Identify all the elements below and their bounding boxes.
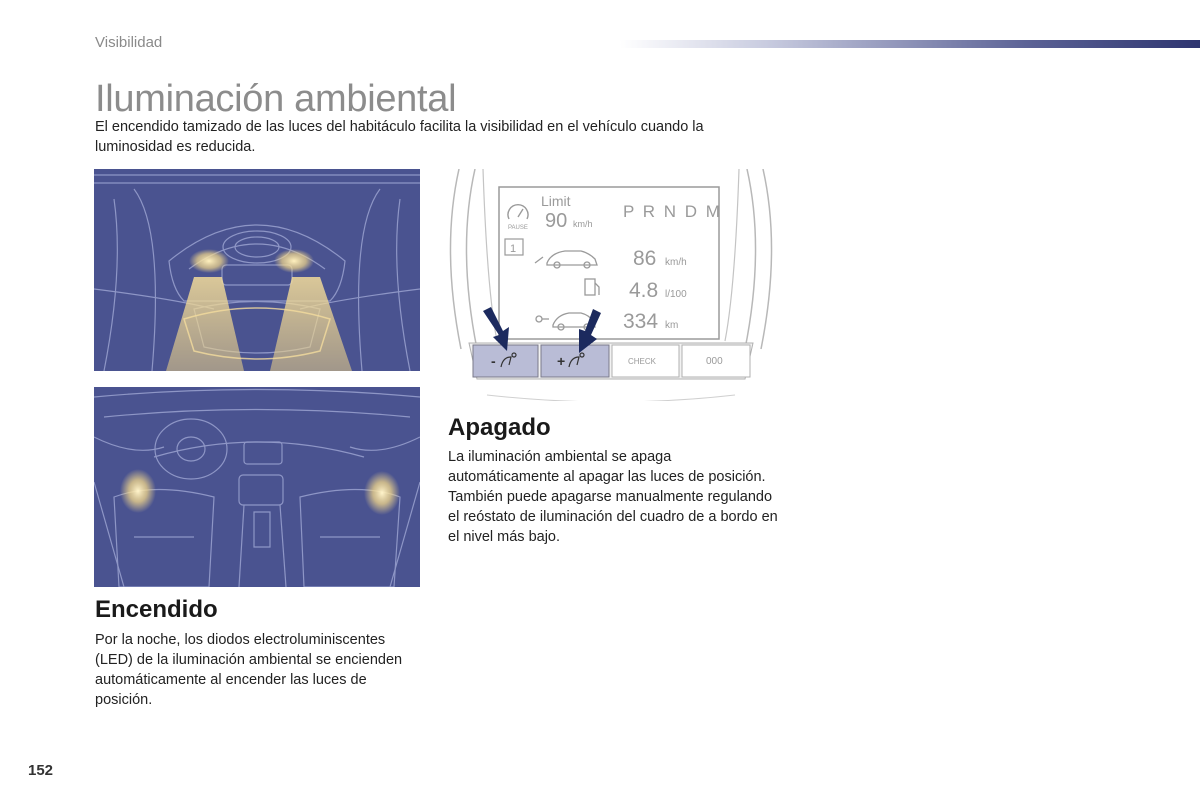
reset-button[interactable] (682, 345, 750, 377)
range-value: 334 (623, 310, 659, 333)
section-label: Visibilidad (95, 34, 163, 51)
range-unit: km (665, 320, 679, 331)
limit-label: Limit (541, 193, 571, 209)
reset-label: 000 (706, 356, 723, 367)
dimmer-plus-button[interactable] (541, 345, 609, 377)
apagado-text (448, 447, 778, 547)
intro-text: El encendido tamizado de las luces del habitáculo facilita la visibilidad en el vehículo cuando la luminosidad es reducida. (95, 119, 704, 155)
check-label: CHECK (628, 357, 657, 366)
cabin-interior-illustration (94, 387, 420, 587)
speed-unit: km/h (665, 257, 687, 268)
apagado-paragraph: La iluminación ambiental se apaga automáticamente al apagar las luces de posición. (448, 449, 766, 485)
gear-indicator: P R N D M (623, 202, 722, 221)
encendido-text (95, 630, 425, 710)
page-number: 152 (28, 762, 54, 779)
apagado-heading: Apagado (448, 414, 551, 441)
pause-label: PAUSE (508, 225, 528, 231)
plus-label: + (557, 353, 566, 369)
limit-value: 90 (545, 210, 568, 232)
encendido-heading: Encendido (95, 596, 218, 623)
gear-box-number: 1 (510, 243, 517, 255)
minus-label: - (491, 353, 496, 369)
check-button[interactable] (612, 345, 679, 377)
instrument-panel-illustration (447, 169, 775, 401)
speed-value: 86 (633, 247, 657, 270)
header-bar (620, 40, 1200, 48)
dimmer-minus-button[interactable] (473, 345, 538, 377)
roof-lights-illustration (94, 169, 420, 371)
consumption-value: 4.8 (629, 279, 659, 302)
page-title: Iluminación ambiental (95, 78, 457, 120)
consumption-unit: l/100 (665, 289, 687, 300)
limit-unit: km/h (573, 219, 593, 229)
encendido-paragraph: Por la noche, los diodos electroluminiscentes (LED) de la iluminación ambiental se encienden automáticamente al encender las luces de posición. (95, 632, 403, 708)
apagado-paragraph: También puede apagarse manualmente regulando el reóstato de iluminación del cuadro de a bordo en el nivel más bajo. (448, 489, 778, 545)
